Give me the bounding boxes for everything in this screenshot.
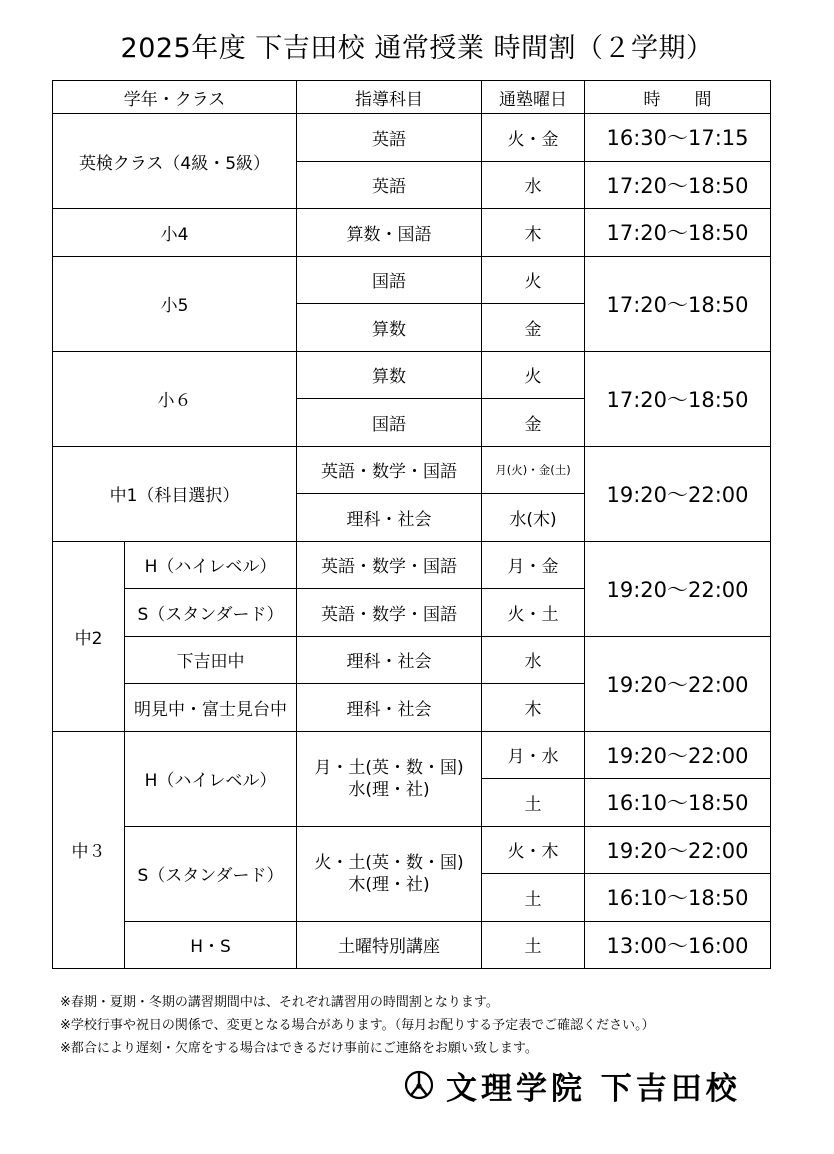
subject-cell: 理科・社会: [297, 636, 482, 684]
timetable: [52, 80, 771, 969]
subject-cell: [297, 731, 482, 826]
table-row: [53, 114, 771, 162]
days-cell: 木: [482, 684, 585, 732]
time-cell: 16:10～18:50: [585, 779, 771, 827]
footer-brand: [404, 1064, 741, 1106]
subject-line: 月・土(英・数・国): [314, 757, 464, 778]
days-cell: 火: [482, 351, 585, 399]
page-title: 2025年度 下吉田校 通常授業 時間割（２学期）: [120, 33, 714, 64]
days-cell: 土: [482, 779, 585, 827]
table-row: [53, 209, 771, 257]
grade-cell: 小６: [53, 351, 297, 446]
grade-cell: 中2: [53, 541, 125, 731]
days-cell: 火・金: [482, 114, 585, 162]
subject-cell: 英語・数学・国語: [297, 446, 482, 494]
grade-cell: 小4: [53, 209, 297, 257]
subject-cell: 英語・数学・国語: [297, 541, 482, 589]
grade-cell: 中３: [53, 731, 125, 969]
days-cell: 月・金: [482, 541, 585, 589]
days-cell: 土: [482, 874, 585, 922]
table-row: [53, 541, 771, 589]
header-time: 時 間: [585, 81, 771, 114]
subject-cell: [297, 826, 482, 921]
class-cell: H（ハイレベル）: [125, 731, 297, 826]
class-cell: S（スタンダード）: [125, 826, 297, 921]
days-cell: 水: [482, 636, 585, 684]
time-cell: 16:10～18:50: [585, 874, 771, 922]
subject-cell: 算数・国語: [297, 209, 482, 257]
brand-name: 文理学院 下吉田校: [446, 1070, 741, 1107]
subject-cell: 理科・社会: [297, 494, 482, 542]
class-cell: S（スタンダード）: [125, 589, 297, 637]
subject-line: 火・土(英・数・国): [314, 852, 464, 873]
subject-line: 水(理・社): [348, 779, 430, 800]
note-line: ※春期・夏期・冬期の講習期間中は、それぞれ講習用の時間割となります。: [60, 995, 499, 1010]
days-cell: 火・木: [482, 826, 585, 874]
table-row: [53, 921, 771, 969]
time-cell: 17:20～18:50: [585, 256, 771, 351]
days-cell: 火: [482, 256, 585, 304]
subject-cell: 土曜特別講座: [297, 921, 482, 969]
table-header-row: [53, 81, 771, 114]
table-row: [53, 731, 771, 779]
subject-cell: 理科・社会: [297, 684, 482, 732]
days-cell: 火・土: [482, 589, 585, 637]
time-cell: 19:20～22:00: [585, 636, 771, 731]
time-cell: 16:30～17:15: [585, 114, 771, 162]
notes: [60, 991, 655, 1060]
days-cell: 木: [482, 209, 585, 257]
class-cell: 明見中・富士見台中: [125, 684, 297, 732]
time-cell: 19:20～22:00: [585, 731, 771, 779]
subject-cell: 国語: [297, 399, 482, 447]
time-cell: 17:20～18:50: [585, 351, 771, 446]
class-cell: H（ハイレベル）: [125, 541, 297, 589]
subject-cell: 算数: [297, 351, 482, 399]
days-cell: 土: [482, 921, 585, 969]
bunri-gakuin-logo-icon: [404, 1070, 434, 1100]
note-line: ※学校行事や祝日の関係で、変更となる場合があります。（毎月お配りする予定表でご確認ください。）: [60, 1018, 655, 1033]
days-cell: 月・水: [482, 731, 585, 779]
days-cell: 金: [482, 399, 585, 447]
days-cell: 水: [482, 161, 585, 209]
table-row: [53, 256, 771, 304]
subject-line: 木(理・社): [348, 874, 430, 895]
table-row: [53, 826, 771, 874]
grade-cell: 英検クラス（4級・5級）: [53, 114, 297, 209]
days-cell: 金: [482, 304, 585, 352]
grade-cell: 中1（科目選択）: [53, 446, 297, 541]
time-cell: 19:20～22:00: [585, 541, 771, 636]
subject-cell: 英語・数学・国語: [297, 589, 482, 637]
time-cell: 19:20～22:00: [585, 826, 771, 874]
subject-cell: 国語: [297, 256, 482, 304]
subject-cell: 英語: [297, 161, 482, 209]
subject-cell: 英語: [297, 114, 482, 162]
time-cell: 17:20～18:50: [585, 209, 771, 257]
header-subject: 指導科目: [297, 81, 482, 114]
class-cell: H・S: [125, 921, 297, 969]
header-days: 通塾曜日: [482, 81, 585, 114]
header-grade: 学年・クラス: [53, 81, 297, 114]
table-row: [53, 351, 771, 399]
days-cell: 水(木): [482, 494, 585, 542]
time-cell: 19:20～22:00: [585, 446, 771, 541]
subject-cell: 算数: [297, 304, 482, 352]
days-cell: 月(火)・金(土): [482, 446, 585, 494]
class-cell: 下吉田中: [125, 636, 297, 684]
time-cell: 13:00～16:00: [585, 921, 771, 969]
time-cell: 17:20～18:50: [585, 161, 771, 209]
grade-cell: 小5: [53, 256, 297, 351]
table-row: [53, 636, 771, 684]
note-line: ※都合により遅刻・欠席をする場合はできるだけ事前にご連絡をお願い致します。: [60, 1041, 538, 1056]
table-row: [53, 446, 771, 494]
